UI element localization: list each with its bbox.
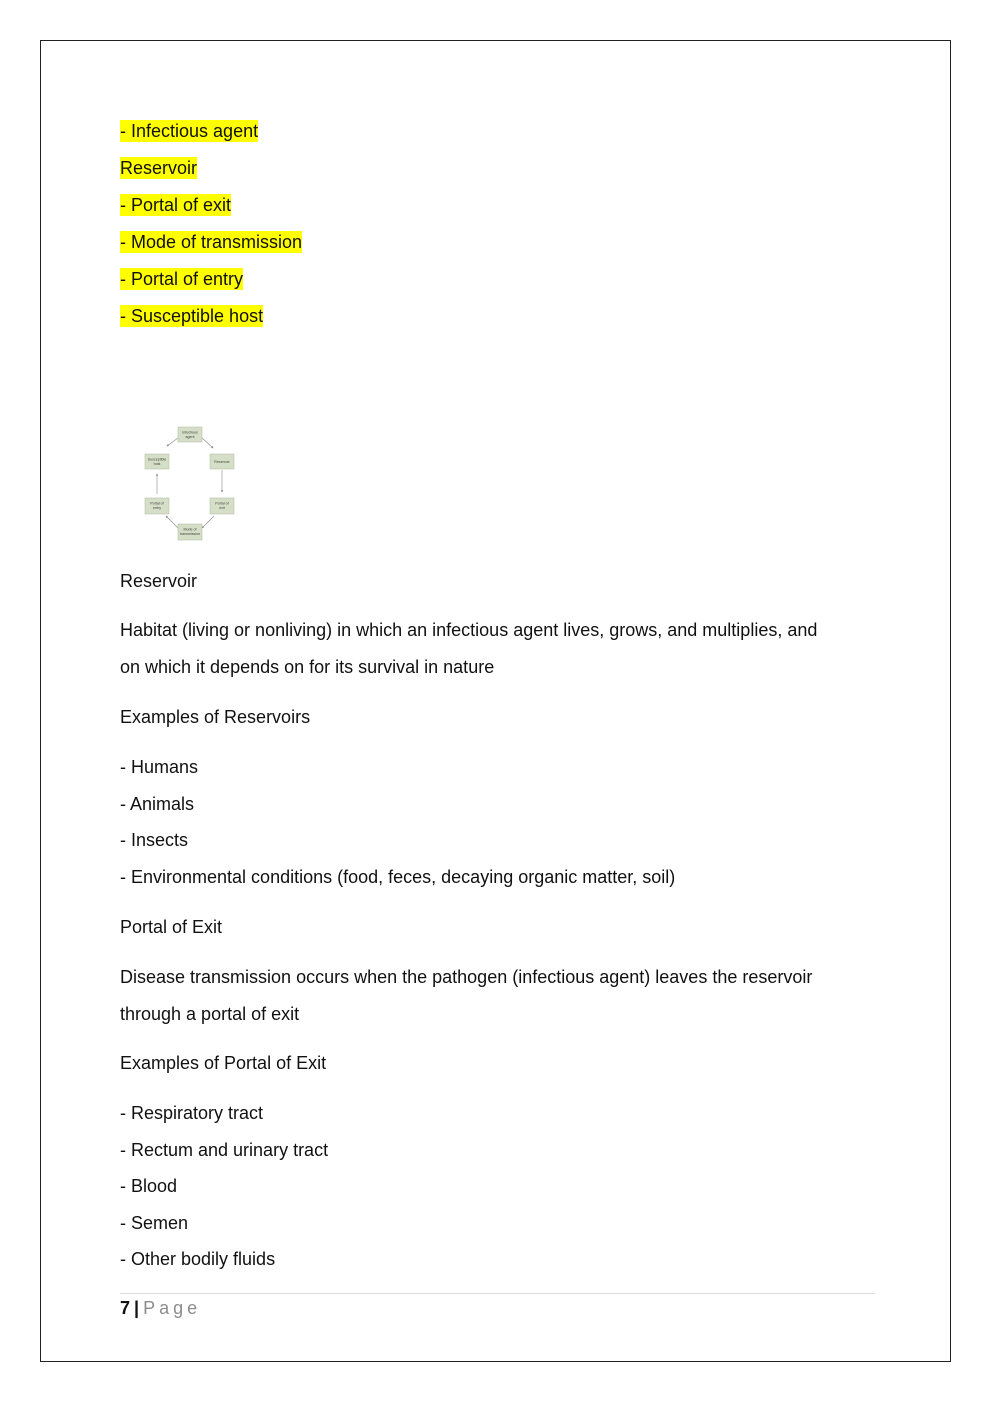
reservoir-definition [120, 612, 880, 685]
page-number: 7 [120, 1298, 131, 1318]
section-heading: Examples of Portal of Exit [120, 1053, 327, 1073]
footer-separator: | [134, 1298, 140, 1318]
list-item [120, 303, 880, 340]
exit-examples-list [120, 1095, 880, 1278]
highlighted-chain-list [120, 118, 880, 340]
highlighted-text: - Portal of exit [120, 195, 232, 215]
highlighted-text: - Infectious agent [120, 121, 259, 141]
list-item: - Blood [120, 1176, 178, 1197]
list-item: - Other bodily fluids [120, 1249, 276, 1270]
paragraph-line: through a portal of exit [120, 1003, 300, 1024]
exit-definition [120, 959, 880, 1032]
paragraph-line: on which it depends on for its survival in nature [120, 656, 495, 677]
list-item [120, 155, 880, 192]
section-heading: Reservoir [120, 571, 198, 591]
list-item [120, 229, 880, 266]
paragraph-line: Habitat (living or nonliving) in which an infectious agent lives, grows, and multiplies, and [120, 620, 818, 640]
diagram-node-infectious-agent [178, 427, 202, 442]
diagram-arrow [202, 438, 213, 448]
chain-of-infection-diagram [140, 424, 240, 544]
diagram-node-label: Portal of [215, 501, 229, 506]
page-label: Page [143, 1298, 202, 1318]
diagram-node-label: entry [153, 506, 161, 510]
list-item: - Rectum and urinary tract [120, 1139, 329, 1160]
paragraph-line: Disease transmission occurs when the pathogen (infectious agent) leaves the reservoir [120, 967, 813, 987]
diagram-node-portal-of-exit [210, 498, 234, 514]
list-item: - Semen [120, 1212, 189, 1233]
diagram-arrow [202, 516, 214, 528]
diagram-node-mode-of-transmission [178, 524, 202, 540]
diagram-arrow [166, 516, 178, 528]
section-heading: Examples of Reservoirs [120, 707, 311, 727]
highlighted-text: Reservoir [120, 158, 198, 178]
highlighted-text: - Mode of transmission [120, 232, 303, 252]
diagram-node-label: Susceptible [147, 457, 167, 462]
list-item: - Humans [120, 757, 199, 777]
diagram-node-portal-of-entry [145, 498, 169, 514]
diagram-node-label: Infectious [182, 430, 198, 435]
diagram-node-label: exit [219, 506, 225, 510]
page-footer [120, 1296, 201, 1320]
section-heading: Portal of Exit [120, 917, 223, 937]
exit-section [120, 909, 880, 946]
diagram-node-susceptible-host [145, 454, 169, 469]
diagram-arrow [167, 438, 178, 446]
list-item: - Insects [120, 830, 189, 851]
footer-divider [120, 1293, 875, 1294]
list-item [120, 266, 880, 303]
diagram-node-label: Portal of [150, 501, 164, 506]
diagram-node-label: Reservoir [214, 459, 230, 464]
highlighted-text: - Susceptible host [120, 306, 264, 326]
list-item [120, 192, 880, 229]
exit-examples-heading-block [120, 1045, 880, 1082]
diagram-node-label: agent [185, 435, 195, 439]
diagram-node-label: host [153, 462, 161, 466]
reservoir-examples-list [120, 749, 880, 895]
list-item: - Environmental conditions (food, feces, decaying organic matter, soil) [120, 866, 676, 887]
highlighted-text: - Portal of entry [120, 269, 244, 289]
diagram-node-label: transmission [179, 532, 201, 536]
list-item [120, 118, 880, 155]
reservoir-section [120, 563, 880, 600]
list-item: - Animals [120, 793, 195, 814]
diagram-node-label: Mode of [183, 527, 197, 532]
diagram-node-reservoir [210, 454, 234, 469]
list-item: - Respiratory tract [120, 1103, 264, 1123]
reservoir-examples-heading-block [120, 699, 880, 736]
